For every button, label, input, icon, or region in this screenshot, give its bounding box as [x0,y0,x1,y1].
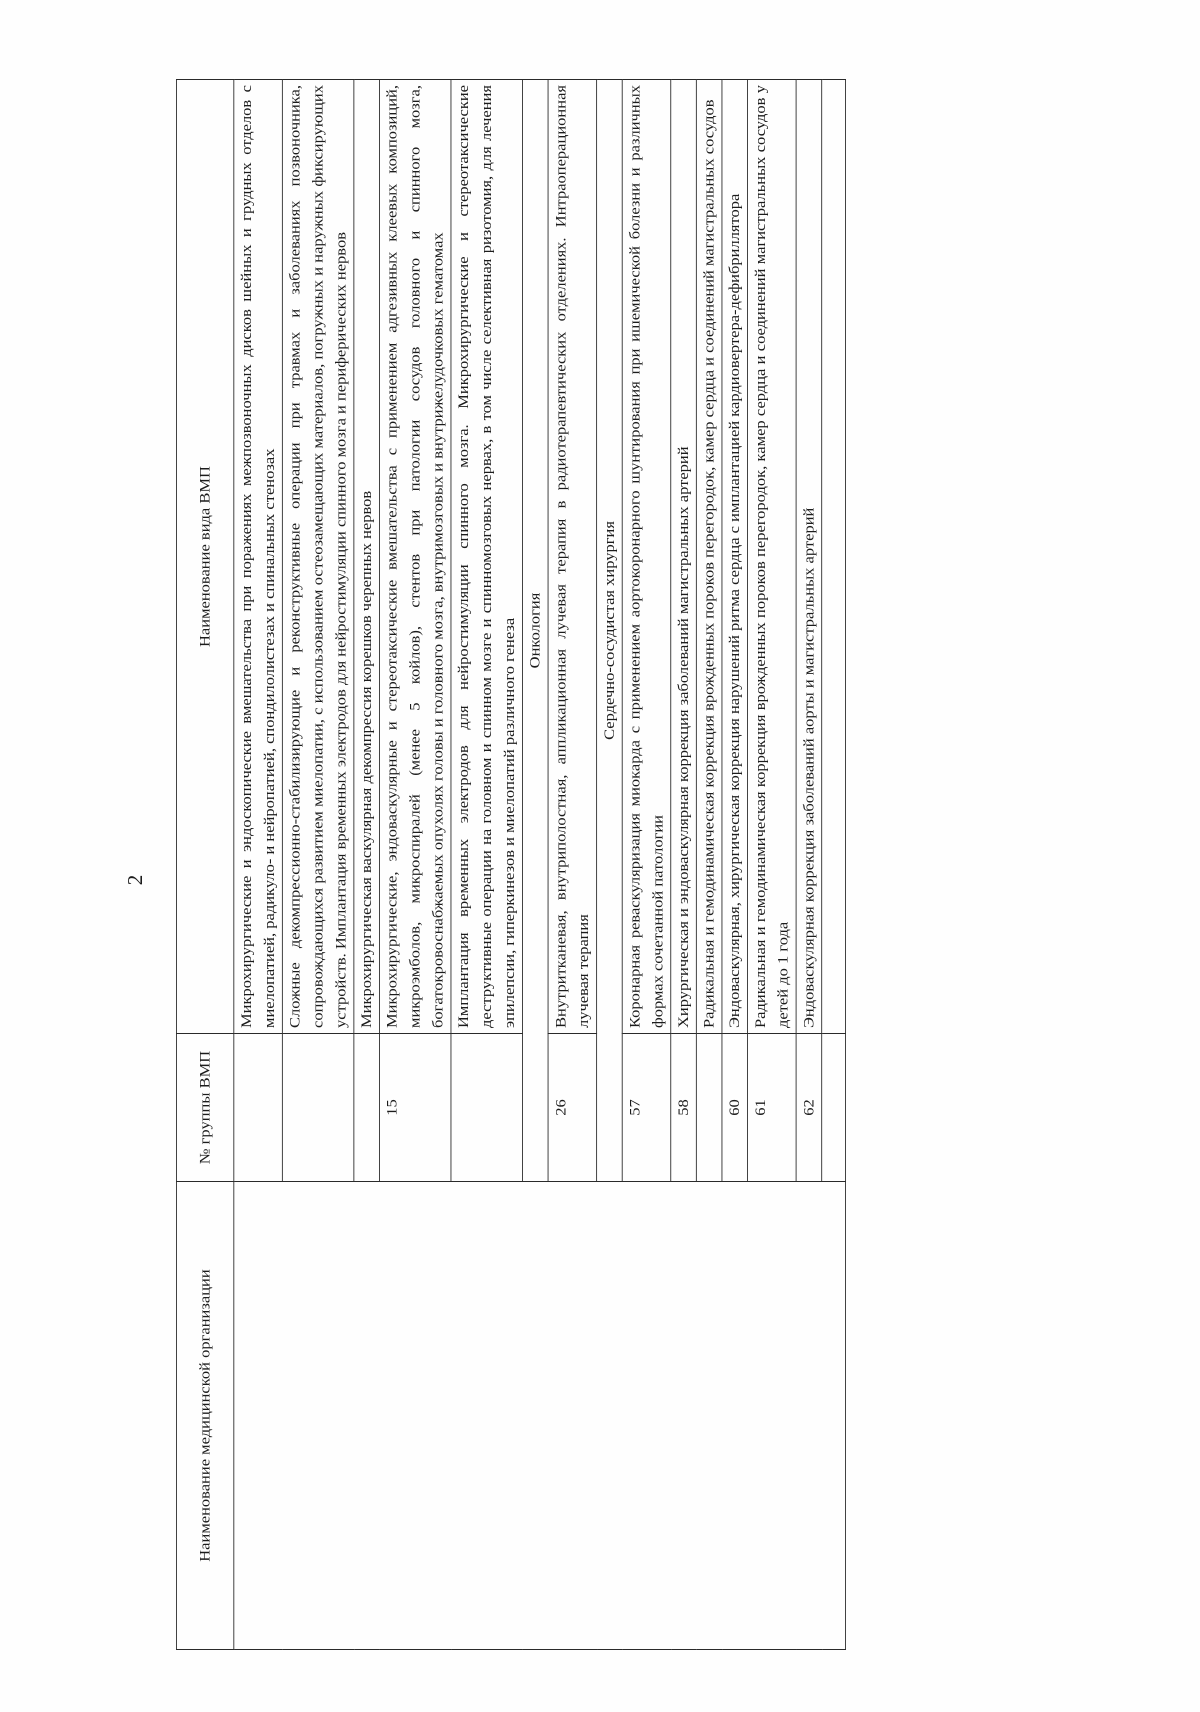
group-number-cell [451,1034,522,1182]
vmp-name-cell: Радикальная и гемодинамическая коррекция врожденных пороков перегородок, камер сердца и соединений магистральных сосудов у детей до 1 года [748,80,797,1034]
table-row [234,80,283,1650]
group-number-cell: 15 [379,1034,450,1182]
vmp-name-cell: Имплантация временных электродов для нейростимуляции спинного мозга. Микрохирургические и стереотаксические деструктивные операции на головном и спинном мозге и спинномозговых нервах, в том числе селективная ризотомия, для лечения эпилепсии, гиперкинезов и миелопатий различного генеза [451,80,522,1034]
table-body [234,80,846,1650]
group-number-cell [234,1034,283,1182]
header-vmp-name: Наименование вида ВМП [176,80,233,1034]
vmp-name-cell [822,80,846,1034]
group-number-cell [696,1034,722,1182]
page-number: 2 [123,874,147,886]
group-number-cell [282,1034,353,1182]
table-header-row [176,80,233,1650]
rotated-table-sheet [98,80,848,1650]
group-number-cell: 58 [671,1034,697,1182]
group-number-cell: 62 [796,1034,822,1182]
vmp-name-cell: Сложные декомпрессионно-стабилизирующие и реконструктивные операции при травмах и заболеваниях позвоночника, сопровождающихся развитием миелопатии, с использованием остеозамещающих материалов, погружных и наружных фиксирующих устройств. Имплантация временных электродов для нейростимуляции спинного мозга и периферических нервов [282,80,353,1034]
group-number-cell: 60 [722,1034,748,1182]
group-number-cell [354,1034,380,1182]
vmp-table [176,79,846,1650]
vmp-name-cell: Микрохирургические, эндоваскулярные и стереотаксические вмешательства с применением адгезивных клеевых композиций, микроэмболов, микроспиралей (менее 5 койлов), стентов при патологии сосудов головного и спинного мозга, богатокровоснабжаемых опухолях головы и головного мозга, внутримозговых и внутрижелудочковых гематомах [379,80,450,1034]
vmp-name-cell: Микрохирургическая васкулярная декомпрессия корешков черепных нервов [354,80,380,1034]
vmp-name-cell: Хирургическая и эндоваскулярная коррекция заболеваний магистральных артерий [671,80,697,1034]
vmp-name-cell: Эндоваскулярная, хирургическая коррекция нарушений ритма сердца с имплантацией кардиовертера-дефибриллятора [722,80,748,1034]
group-number-cell: 26 [548,1034,597,1182]
vmp-name-cell: Микрохирургические и эндоскопические вмешательства при поражениях межпозвоночных дисков шейных и грудных отделов с миелопатией, радикуло- и нейропатией, спондилолистезах и спинальных стенозах [234,80,283,1034]
group-number-cell [822,1034,846,1182]
section-heading: Сердечно-сосудистая хирургия [597,80,623,1182]
vmp-name-cell: Радикальная и гемодинамическая коррекция врожденных пороков перегородок, камер сердца и соединений магистральных сосудов [696,80,722,1034]
header-group-number: № группы ВМП [176,1034,233,1182]
group-number-cell: 61 [748,1034,797,1182]
vmp-name-cell: Коронарная реваскуляризация миокарда с применением аортокоронарного шунтирования при ишемической болезни и различных формах сочетанной патологии [622,80,671,1034]
organization-cell [234,1182,846,1650]
vmp-name-cell: Эндоваскулярная коррекция заболеваний аорты и магистральных артерий [796,80,822,1034]
header-organization: Наименование медицинской организации [176,1182,233,1650]
section-heading: Онкология [522,80,548,1182]
vmp-name-cell: Внутритканевая, внутриполостная, аппликационная лучевая терапия в радиотерапевтических отделениях. Интраоперационная лучевая терапия [548,80,597,1034]
group-number-cell: 57 [622,1034,671,1182]
